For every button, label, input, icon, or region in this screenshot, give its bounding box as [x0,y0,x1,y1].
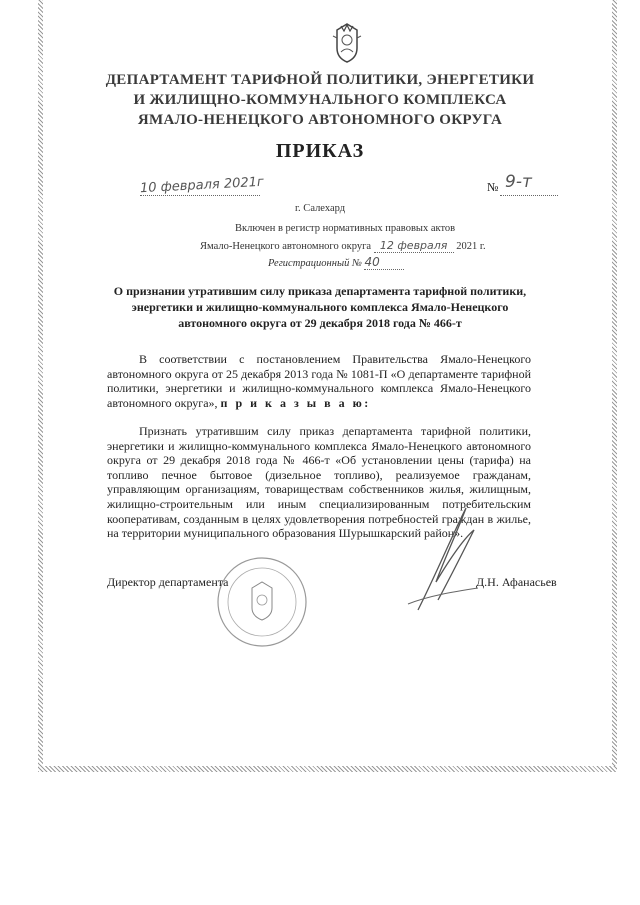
preamble-text: В соответствии с постановлением Правительства Ямало-Ненецкого автономного округа от 25 декабря 2013 года № 1081-П «О департаменте тарифной политики, энергетики и жилищно-коммунального комплекса Ямало-Ненецкого автономного округа», [107,352,531,410]
registry-line-2 [200,239,486,253]
registry-line-3 [268,255,404,270]
order-text: Признать утратившим силу приказ департамента тарифной политики, энергетики и жилищно-коммунального комплекса Ямало-Ненецкого автономного округа от 29 декабря 2018 года № 466-т «Об установлении цены (тарифа) на топливо печное бытовое (дизельное топливо), реализуемое гражданам, управляющим организациям, товариществам собственников жилья, жилищным, жилищно-строительным или иным специализированным потребительским кооперативам, созданным в целях удовлетворения потребностей граждан в жилье, на территории муниципального образования Шурышкарский район». [107,424,531,541]
registry-prefix: Ямало-Ненецкого автономного округа [200,241,372,252]
handwritten-date: 10 февраля 2021г [139,174,265,197]
date-underline [140,195,260,196]
heading-line-2: энергетики и жилищно-коммунального комплекса Ямало-Ненецкого [131,300,509,314]
official-seal-icon [214,554,310,650]
handwritten-number: 9-т [505,172,532,192]
order-word: п р и к а з ы в а ю: [220,395,371,410]
registry-year: 2021 г. [456,241,486,252]
heading-line-3: автономного округа от 29 декабря 2018 года № 466-т [178,316,462,330]
number-underline [500,195,558,196]
document-title: ПРИКАЗ [275,140,365,162]
scan-border-right [612,0,617,772]
signer-position: Директор департамента [107,575,229,589]
number-label: № [487,180,499,194]
registry-handwritten-date: 12 февраля [374,239,454,253]
order-heading [105,283,535,331]
scan-border-left [38,0,43,772]
city: г. Салехард [294,203,346,214]
registry-line-1: Включен в регистр нормативных правовых актов [235,223,456,234]
preamble-paragraph [107,352,531,410]
heading-line-1: О признании утратившим силу приказа департамента тарифной политики, [113,284,527,298]
registry-number-label: Регистрационный № [268,258,362,269]
coat-of-arms-icon [331,22,363,64]
department-line-3: ЯМАЛО-НЕНЕЦКОГО АВТОНОМНОГО ОКРУГА [137,112,503,128]
scan-border-bottom [38,766,617,772]
department-line-1: ДЕПАРТАМЕНТ ТАРИФНОЙ ПОЛИТИКИ, ЭНЕРГЕТИКИ [105,72,535,88]
department-line-2: И ЖИЛИЩНО-КОММУНАЛЬНОГО КОМПЛЕКСА [133,92,507,108]
signer-name: Д.Н. Афанасьев [476,575,557,589]
handwritten-signature [378,500,498,620]
registry-number: 40 [364,255,404,270]
